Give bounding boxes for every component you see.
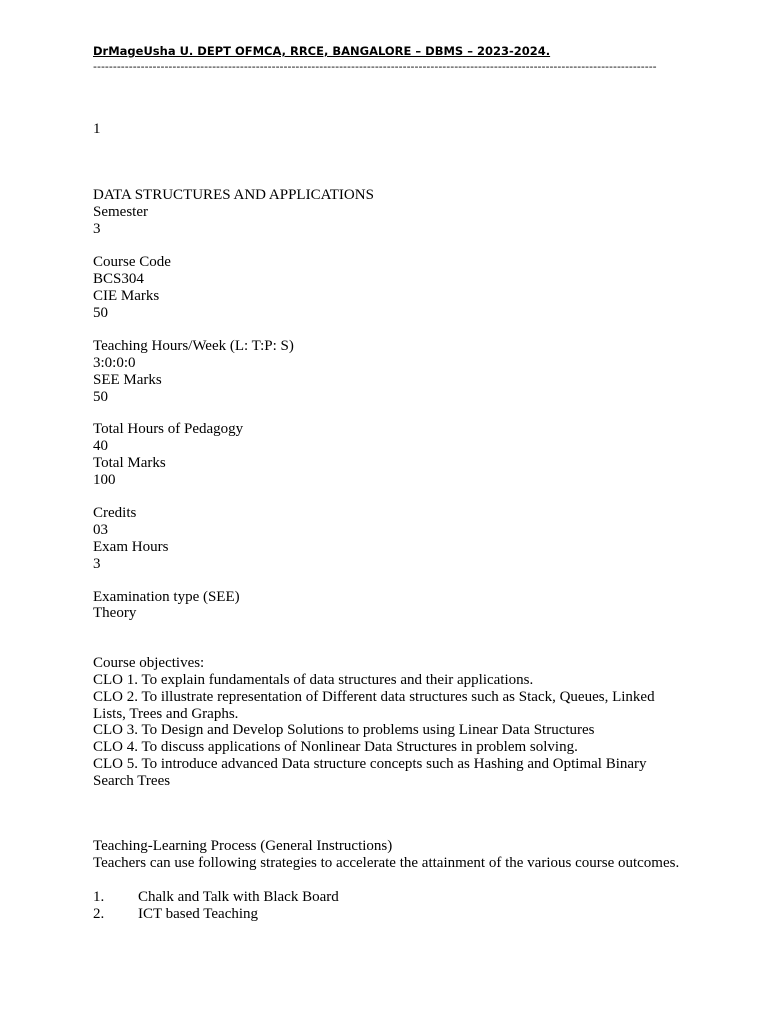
exam-hours-value: 3 xyxy=(93,556,101,572)
page-header-title: DrMageUsha U. DEPT OFMCA, RRCE, BANGALORE – DBMS – 2023-2024. xyxy=(93,44,551,58)
teaching-process-heading: Teaching-Learning Process (General Instructions) xyxy=(93,838,393,854)
exam-hours-label: Exam Hours xyxy=(93,539,169,555)
credits-label: Credits xyxy=(93,505,137,521)
objective-item: CLO 1. To explain fundamentals of data structures and their applications. xyxy=(93,672,534,688)
objective-item: CLO 2. To illustrate representation of Different data structures such as Stack, Queues, Linked Lists, Trees and Graphs. xyxy=(93,689,655,722)
objective-item: CLO 4. To discuss applications of Nonlinear Data Structures in problem solving. xyxy=(93,739,578,755)
teaching-process-intro: Teachers can use following strategies to accelerate the attainment of the various course outcomes. xyxy=(93,855,680,871)
objectives-heading: Course objectives: xyxy=(93,655,205,671)
page-number: 1 xyxy=(93,121,101,137)
exam-type-value: Theory xyxy=(93,605,137,621)
cie-marks-label: CIE Marks xyxy=(93,288,160,304)
credits-value: 03 xyxy=(93,522,108,538)
header-divider: ---------------------------------------------------------------------------------------------------------------------------------------------- xyxy=(93,60,657,73)
semester-value: 3 xyxy=(93,221,101,237)
total-marks-label: Total Marks xyxy=(93,455,166,471)
objective-item: CLO 5. To introduce advanced Data structure concepts such as Hashing and Optimal Binary Search Trees xyxy=(93,756,647,789)
teaching-hours-value: 3:0:0:0 xyxy=(93,355,136,371)
see-marks-value: 50 xyxy=(93,389,108,405)
course-code-label: Course Code xyxy=(93,254,171,270)
list-item-text: Chalk and Talk with Black Board xyxy=(138,889,339,905)
exam-type-label: Examination type (SEE) xyxy=(93,589,240,605)
list-item xyxy=(93,889,339,906)
pedagogy-hours-label: Total Hours of Pedagogy xyxy=(93,421,244,437)
list-item xyxy=(93,906,258,923)
list-item-number: 1. xyxy=(93,889,105,905)
list-item-text: ICT based Teaching xyxy=(138,906,259,922)
semester-label: Semester xyxy=(93,204,148,220)
see-marks-label: SEE Marks xyxy=(93,372,162,388)
course-code-value: BCS304 xyxy=(93,271,144,287)
course-title: DATA STRUCTURES AND APPLICATIONS xyxy=(93,187,374,203)
pedagogy-hours-value: 40 xyxy=(93,438,108,454)
teaching-hours-label: Teaching Hours/Week (L: T:P: S) xyxy=(93,338,294,354)
list-item-number: 2. xyxy=(93,906,105,922)
objective-item: CLO 3. To Design and Develop Solutions to problems using Linear Data Structures xyxy=(93,722,595,738)
cie-marks-value: 50 xyxy=(93,305,108,321)
total-marks-value: 100 xyxy=(93,472,116,488)
